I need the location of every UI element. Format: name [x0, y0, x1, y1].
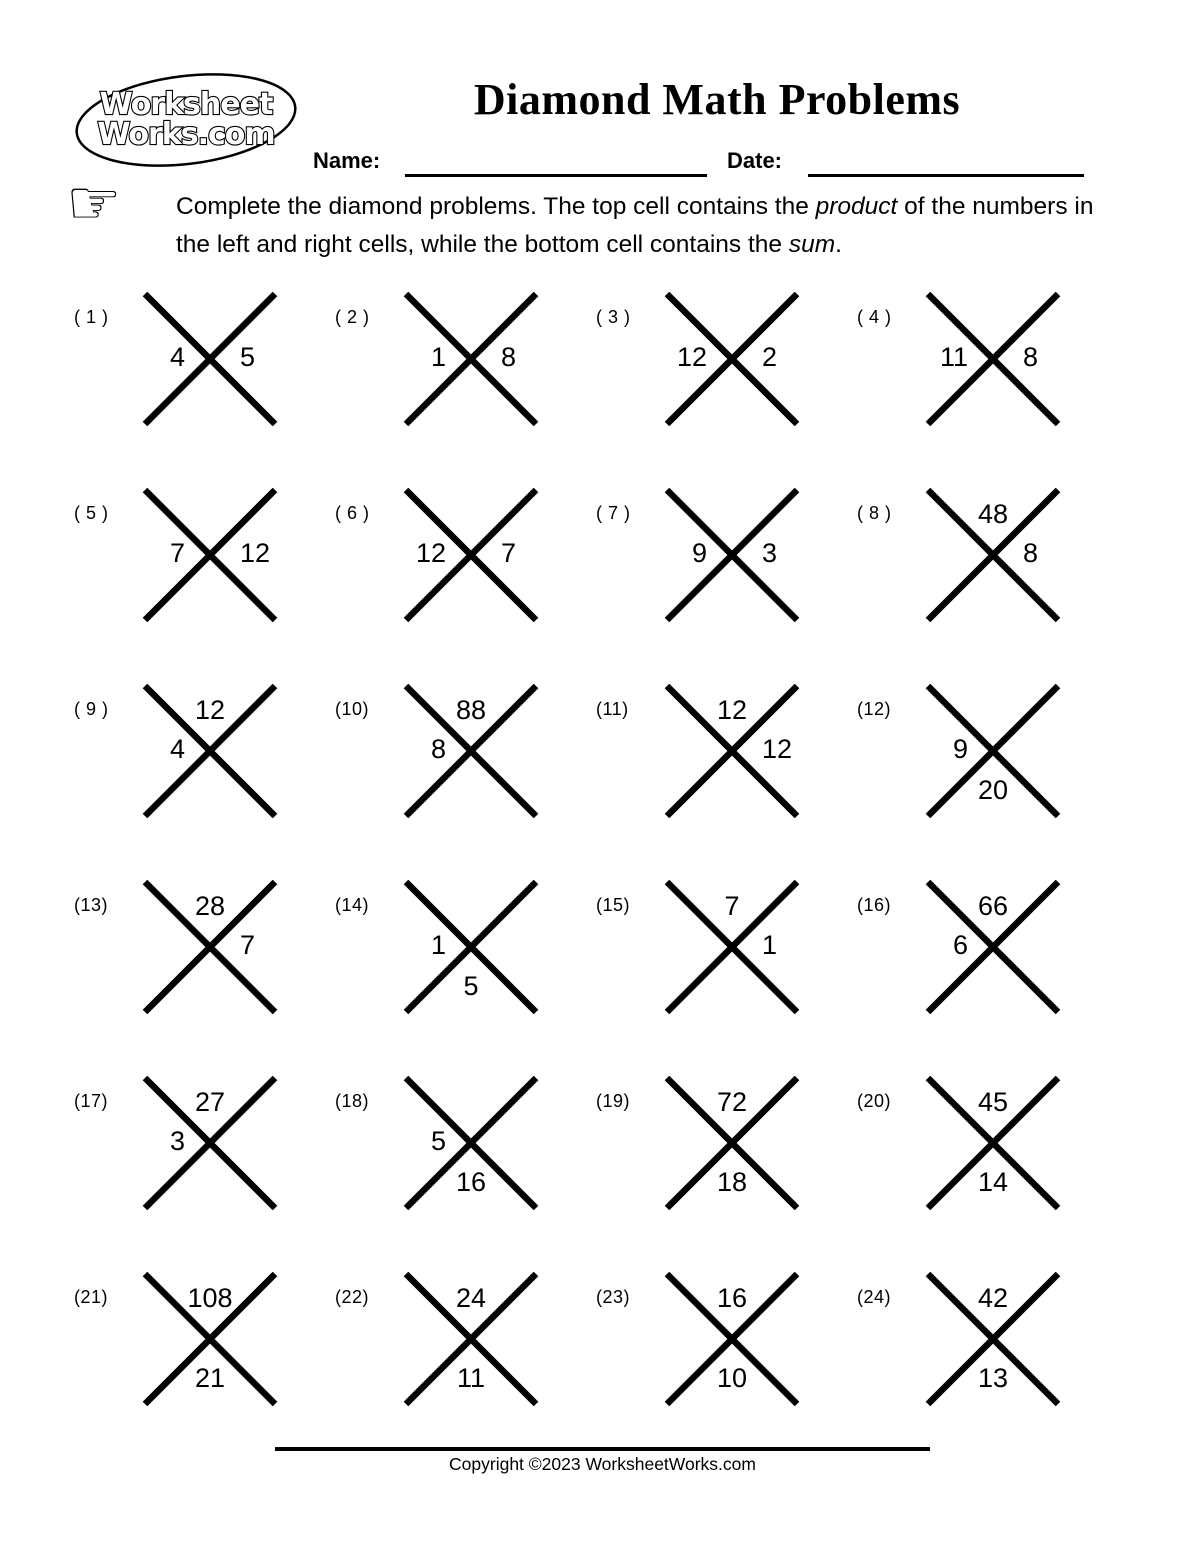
cell-value-bottom: 16 — [455, 1167, 487, 1197]
cell-value-bottom: 20 — [977, 775, 1009, 805]
cell-value-right: 2 — [762, 342, 778, 372]
diamond-problem — [331, 880, 592, 1076]
page-title: Diamond Math Problems — [473, 75, 961, 124]
diamond-problem — [331, 292, 592, 488]
cell-value-left: 4 — [169, 342, 185, 372]
cell-value-top: 88 — [455, 695, 487, 725]
cell-value-left: 9 — [691, 538, 707, 568]
diamond-problem — [70, 880, 331, 1076]
problem-label: (15) — [596, 895, 631, 915]
problem-label: (14) — [335, 895, 370, 915]
cell-value-top: 45 — [977, 1087, 1009, 1117]
problem-label: (10) — [335, 699, 370, 719]
problem-label: ( 6 ) — [335, 503, 370, 523]
diamond-problem — [70, 292, 331, 488]
diamond-problem — [331, 1076, 592, 1272]
problem-label: ( 1 ) — [74, 307, 109, 327]
cell-value-left: 12 — [415, 538, 446, 568]
cell-value-left: 12 — [676, 342, 707, 372]
diamond-problem — [70, 1076, 331, 1272]
cell-value-right: 7 — [240, 930, 256, 960]
cell-value-top: 108 — [187, 1283, 233, 1313]
cell-value-bottom: 21 — [194, 1363, 226, 1393]
diamond-problem — [331, 1272, 592, 1468]
problem-label: (11) — [596, 699, 629, 719]
cell-value-top: 48 — [977, 499, 1009, 529]
problem-label: (24) — [857, 1287, 892, 1307]
cell-value-bottom: 13 — [977, 1363, 1009, 1393]
name-blank-line — [405, 174, 707, 177]
problem-label: (13) — [74, 895, 109, 915]
problem-label: (23) — [596, 1287, 631, 1307]
diamond-x-mark — [142, 292, 278, 426]
cell-value-top: 42 — [977, 1283, 1009, 1313]
logo-text-line1: Worksheet — [99, 87, 273, 122]
cell-value-bottom: 5 — [463, 971, 479, 1001]
problem-label: (20) — [857, 1091, 892, 1111]
diamond-x-mark — [403, 292, 539, 426]
instructions-text — [176, 188, 1116, 264]
diamond-problem — [853, 1076, 1114, 1272]
cell-value-left: 1 — [430, 342, 446, 372]
problem-label: ( 7 ) — [596, 503, 631, 523]
diamond-problem — [70, 684, 331, 880]
diamond-problem — [853, 880, 1114, 1076]
diamond-problem — [592, 292, 853, 488]
cell-value-bottom: 10 — [716, 1363, 748, 1393]
cell-value-right: 5 — [240, 342, 256, 372]
problems-grid — [70, 292, 1114, 1468]
diamond-problem — [70, 1272, 331, 1468]
cell-value-top: 16 — [716, 1283, 748, 1313]
cell-value-right: 1 — [762, 930, 778, 960]
cell-value-left: 6 — [952, 930, 968, 960]
logo-text-line2: Works.com — [97, 117, 275, 152]
cell-value-left: 4 — [169, 734, 185, 764]
cell-value-left: 1 — [430, 930, 446, 960]
pointing-hand-icon: ☞ — [66, 166, 122, 239]
problem-label: (16) — [857, 895, 892, 915]
cell-value-top: 12 — [716, 695, 748, 725]
cell-value-right: 12 — [240, 538, 271, 568]
instructions-emphasis-sum: sum — [788, 231, 836, 258]
instructions-emphasis-product: product — [815, 193, 898, 220]
cell-value-left: 9 — [952, 734, 968, 764]
problem-label: (17) — [74, 1091, 109, 1111]
diamond-problem — [70, 488, 331, 684]
cell-value-bottom: 18 — [716, 1167, 748, 1197]
diamond-problem — [853, 292, 1114, 488]
diamond-problem — [853, 488, 1114, 684]
cell-value-left: 7 — [169, 538, 185, 568]
cell-value-left: 11 — [939, 342, 968, 372]
cell-value-left: 5 — [430, 1126, 446, 1156]
cell-value-top: 72 — [716, 1087, 748, 1117]
cell-value-right: 8 — [1023, 342, 1039, 372]
cell-value-left: 3 — [169, 1126, 185, 1156]
problem-label: (18) — [335, 1091, 370, 1111]
footer-rule — [275, 1447, 930, 1451]
cell-value-right: 8 — [501, 342, 517, 372]
cell-value-right: 3 — [762, 538, 778, 568]
cell-value-left: 8 — [430, 734, 446, 764]
cell-value-top: 24 — [455, 1283, 487, 1313]
cell-value-top: 28 — [194, 891, 226, 921]
worksheetworks-logo — [72, 70, 300, 170]
cell-value-top: 27 — [194, 1087, 226, 1117]
cell-value-right: 12 — [762, 734, 793, 764]
diamond-problem — [592, 1076, 853, 1272]
problem-label: (22) — [335, 1287, 370, 1307]
problem-label: (12) — [857, 699, 892, 719]
instructions-segment: of the numbers in the left and right cells, while the bottom cell contains the — [176, 193, 1094, 258]
cell-value-bottom: 11 — [456, 1363, 486, 1393]
problem-label: (19) — [596, 1091, 631, 1111]
problem-label: ( 3 ) — [596, 307, 631, 327]
problem-label: ( 5 ) — [74, 503, 109, 523]
cell-value-bottom: 14 — [977, 1167, 1009, 1197]
cell-value-right: 7 — [501, 538, 517, 568]
diamond-problem — [592, 684, 853, 880]
problem-label: ( 9 ) — [74, 699, 109, 719]
footer-copyright: Copyright ©2023 WorksheetWorks.com — [449, 1454, 756, 1474]
diamond-problem — [331, 684, 592, 880]
problem-label: (21) — [74, 1287, 109, 1307]
diamond-x-mark — [664, 488, 800, 622]
instructions-segment: Complete the diamond problems. The top cell contains the — [176, 193, 816, 220]
cell-value-top: 7 — [724, 891, 740, 921]
problem-label: ( 8 ) — [857, 503, 892, 523]
cell-value-top: 66 — [977, 891, 1009, 921]
problem-label: ( 2 ) — [335, 307, 370, 327]
cell-value-right: 8 — [1023, 538, 1039, 568]
date-label: Date: — [727, 148, 783, 173]
problem-label: ( 4 ) — [857, 307, 892, 327]
diamond-problem — [331, 488, 592, 684]
diamond-problem — [592, 880, 853, 1076]
diamond-problem — [853, 684, 1114, 880]
diamond-problem — [853, 1272, 1114, 1468]
diamond-problem — [592, 1272, 853, 1468]
diamond-problem — [592, 488, 853, 684]
cell-value-top: 12 — [194, 695, 226, 725]
worksheetworks-logo-graphic — [72, 70, 300, 170]
instructions-segment: . — [835, 231, 842, 258]
date-blank-line — [808, 174, 1084, 177]
name-label: Name: — [313, 148, 381, 173]
